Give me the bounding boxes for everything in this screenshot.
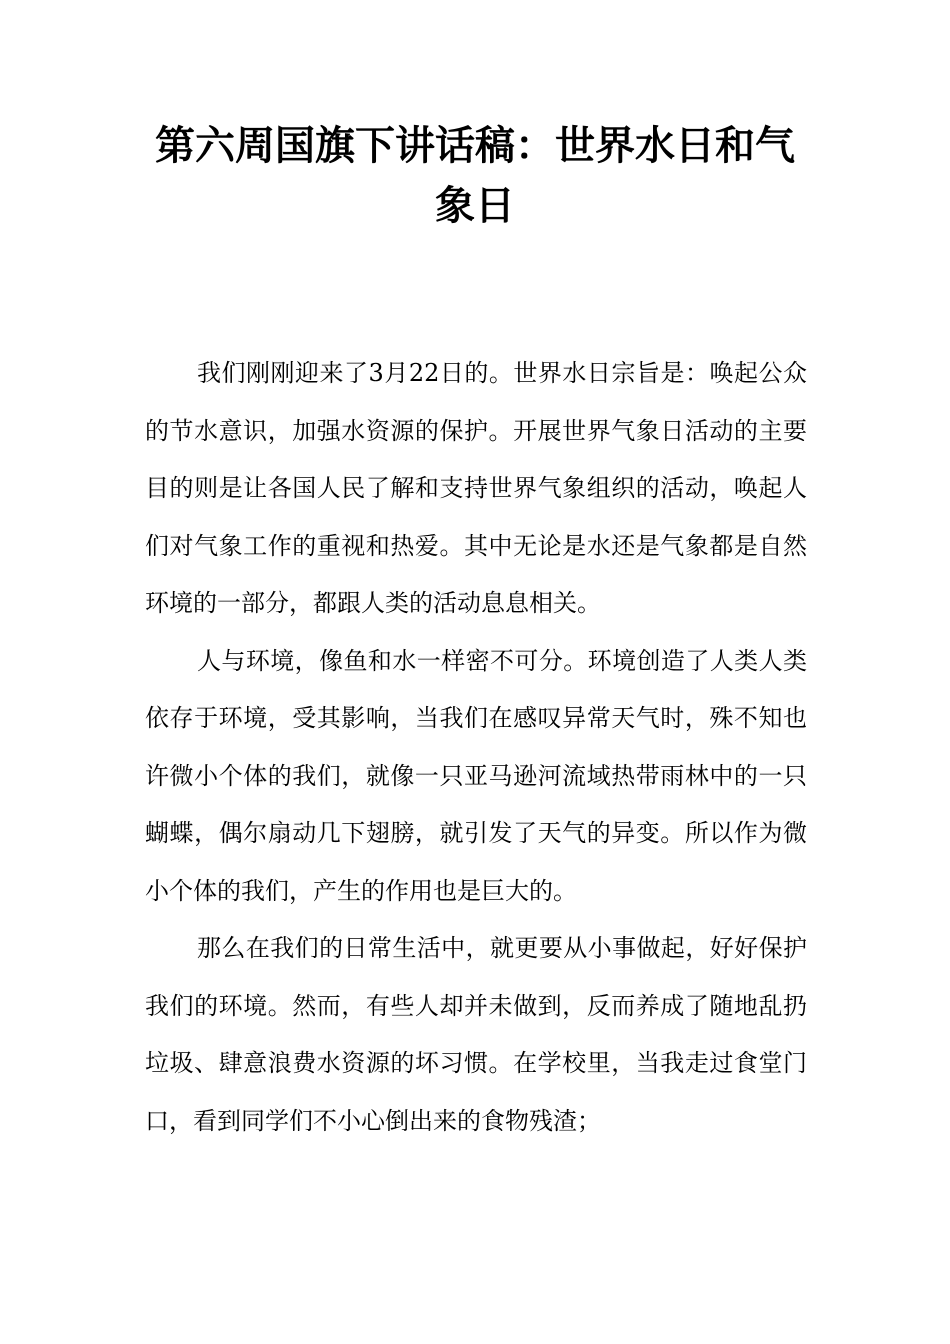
document-title: 第六周国旗下讲话稿：世界水日和气象日	[155, 122, 795, 229]
paragraph-2: 人与环境，像鱼和水一样密不可分。环境创造了人类人类依存于环境，受其影响，当我们在感叹异常天气时，殊不知也许微小个体的我们，就像一只亚马逊河流域热带雨林中的一只蝴蝶，偶尔扇动几下翅膀，就引发了天气的异变。所以作为微小个体的我们，产生的作用也是巨大的。	[145, 646, 807, 905]
document-body	[145, 345, 807, 1150]
paragraph-1: 我们刚刚迎来了3月22日的。世界水日宗旨是：唤起公众的节水意识，加强水资源的保护。开展世界气象日活动的主要目的则是让各国人民了解和支持世界气象组织的活动，唤起人们对气象工作的重视和热爱。其中无论是水还是气象都是自然环境的一部分，都跟人类的活动息息相关。	[145, 359, 807, 617]
paragraph-3: 那么在我们的日常生活中，就更要从小事做起，好好保护我们的环境。然而，有些人却并未做到，反而养成了随地乱扔垃圾、肆意浪费水资源的坏习惯。在学校里，当我走过食堂门口，看到同学们不小心倒出来的食物残渣；	[145, 934, 807, 1135]
